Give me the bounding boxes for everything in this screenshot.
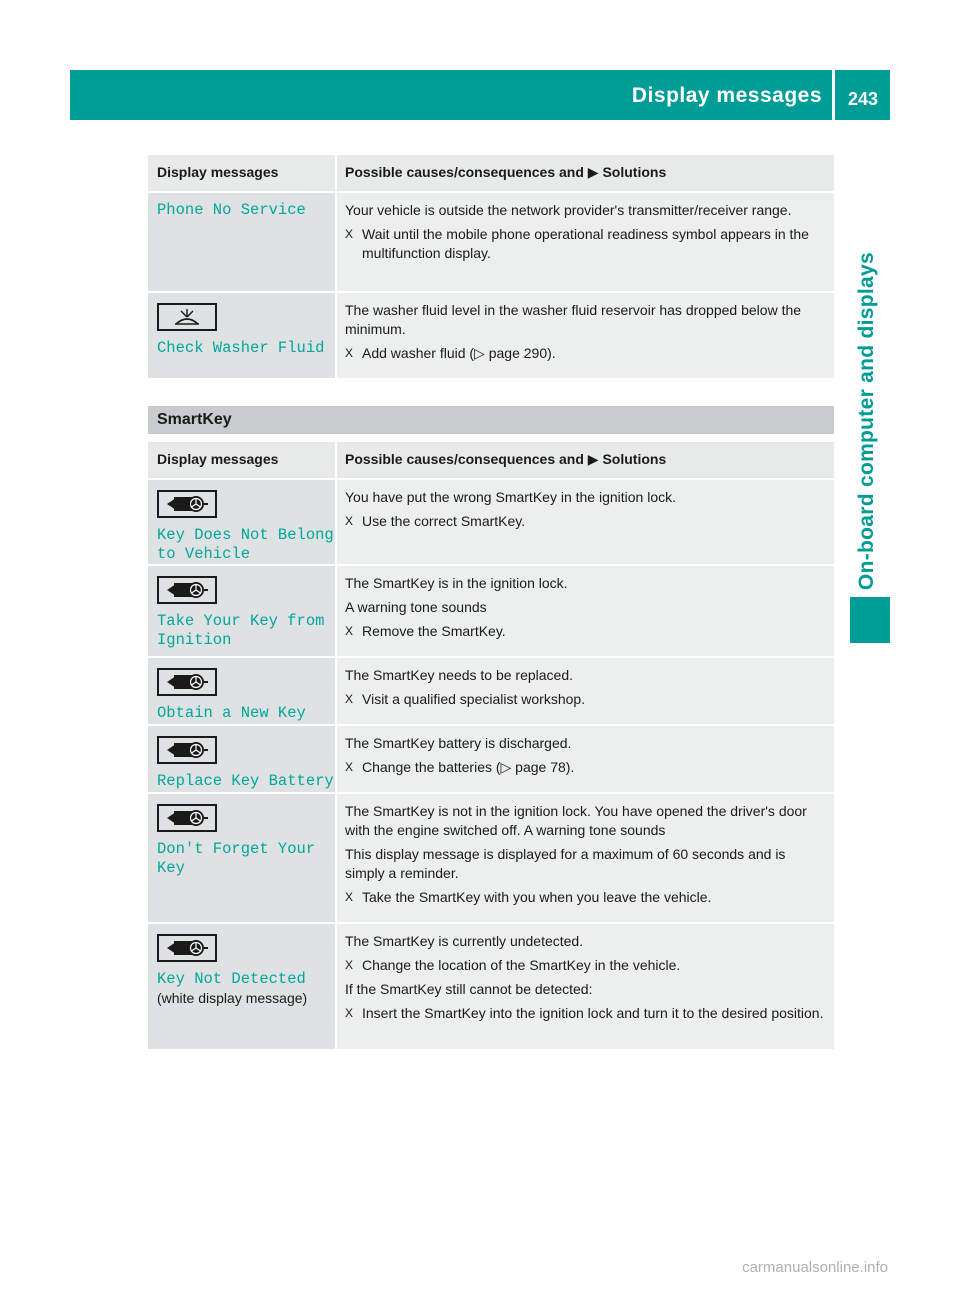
row-description-2: This display message is displayed for a maximum of 60 seconds and is simply a reminder. [345,846,786,881]
smartkey-icon [157,576,217,604]
solution-step: X Add washer fluid (▷ page 290). [345,345,556,361]
header-display-messages: Display messages [148,441,336,479]
solution-step: X Visit a qualified specialist workshop. [345,691,586,707]
row-description: The SmartKey is currently undetected. [345,933,584,949]
table-row [148,479,834,565]
message-obtain-new-key: Obtain a New Key [157,704,306,722]
smartkey-icon [157,934,217,962]
step-marker-icon: X [345,760,354,774]
play-arrow-icon: ▶ [587,164,599,180]
message-note: (white display message) [157,990,308,1006]
solution-step: X Change the location of the SmartKey in the vehicle. [345,957,681,973]
solution-step: X Wait until the mobile phone operational readiness symbol appears in the multifunction display. [345,226,809,261]
step-marker-icon: X [345,624,354,638]
solution-step: X Remove the SmartKey. [345,623,506,639]
row-description-2: A warning tone sounds [345,599,487,615]
solution-step: X Insert the SmartKey into the ignition lock and turn it to the desired position. [345,1005,824,1021]
play-arrow-icon: ▶ [587,451,599,467]
side-tab-label: On-board computer and displays [855,251,878,590]
table-row [148,292,834,378]
smartkey-icon [157,490,217,518]
section-title-smartkey: SmartKey [148,406,834,434]
message-check-washer-fluid: Check Washer Fluid [157,339,325,357]
smartkey-icon [157,736,217,764]
footer-watermark: carmanualsonline.info [742,1259,888,1276]
step-marker-icon: X [345,692,354,706]
header-display-messages: Display messages [148,154,336,192]
table-row [148,923,834,1049]
table-row [148,565,834,657]
step-marker-icon: X [345,346,354,360]
row-description: The SmartKey is in the ignition lock. [345,575,568,591]
page-title: Display messages [631,84,822,107]
table-header-row [148,441,834,479]
display-messages-table-smartkey [148,440,834,1049]
row-description: The washer fluid level in the washer fluid reservoir has dropped below the minimum. [345,302,802,337]
solution-step: X Take the SmartKey with you when you leave the vehicle. [345,889,712,905]
table-header-row [148,154,834,192]
washer-fluid-icon [157,303,217,331]
table-row [148,793,834,923]
smartkey-icon [157,668,217,696]
page-number: 243 [847,89,879,109]
table-row [148,725,834,793]
step-marker-icon: X [345,1006,354,1020]
row-description: The SmartKey needs to be replaced. [345,667,574,683]
header-causes-solutions: Possible causes/consequences and ▶ Solutions [336,154,834,192]
header-divider [832,70,835,120]
row-description: The SmartKey battery is discharged. [345,735,572,751]
step-marker-icon: X [345,227,354,241]
header-causes-solutions: Possible causes/consequences and ▶ Solutions [336,441,834,479]
message-key-not-detected: Key Not Detected [157,970,306,988]
side-tab [846,125,888,590]
table-row [148,657,834,725]
message-phone-no-service: Phone No Service [157,201,306,219]
table-row [148,192,834,292]
side-tab-marker [850,597,890,643]
solution-step: X Change the batteries (▷ page 78). [345,759,575,775]
step-marker-icon: X [345,890,354,904]
row-description: You have put the wrong SmartKey in the ignition lock. [345,489,677,505]
row-description: The SmartKey is not in the ignition lock. You have opened the driver's door with the engine switched off. A warning tone sounds [345,803,807,838]
message-key-does-not-belong: Key Does Not Belong to Vehicle [157,526,334,563]
row-description: Your vehicle is outside the network provider's transmitter/receiver range. [345,202,792,218]
step-marker-icon: X [345,514,354,528]
step-marker-icon: X [345,958,354,972]
smartkey-icon [157,804,217,832]
message-dont-forget-key: Don't Forget Your Key [157,840,316,877]
display-messages-table-1 [148,153,834,378]
message-take-your-key: Take Your Key from Ignition [157,612,325,649]
solution-step: X Use the correct SmartKey. [345,513,526,529]
row-description-2: If the SmartKey still cannot be detected: [345,981,593,997]
message-replace-key-battery: Replace Key Battery [157,772,334,790]
